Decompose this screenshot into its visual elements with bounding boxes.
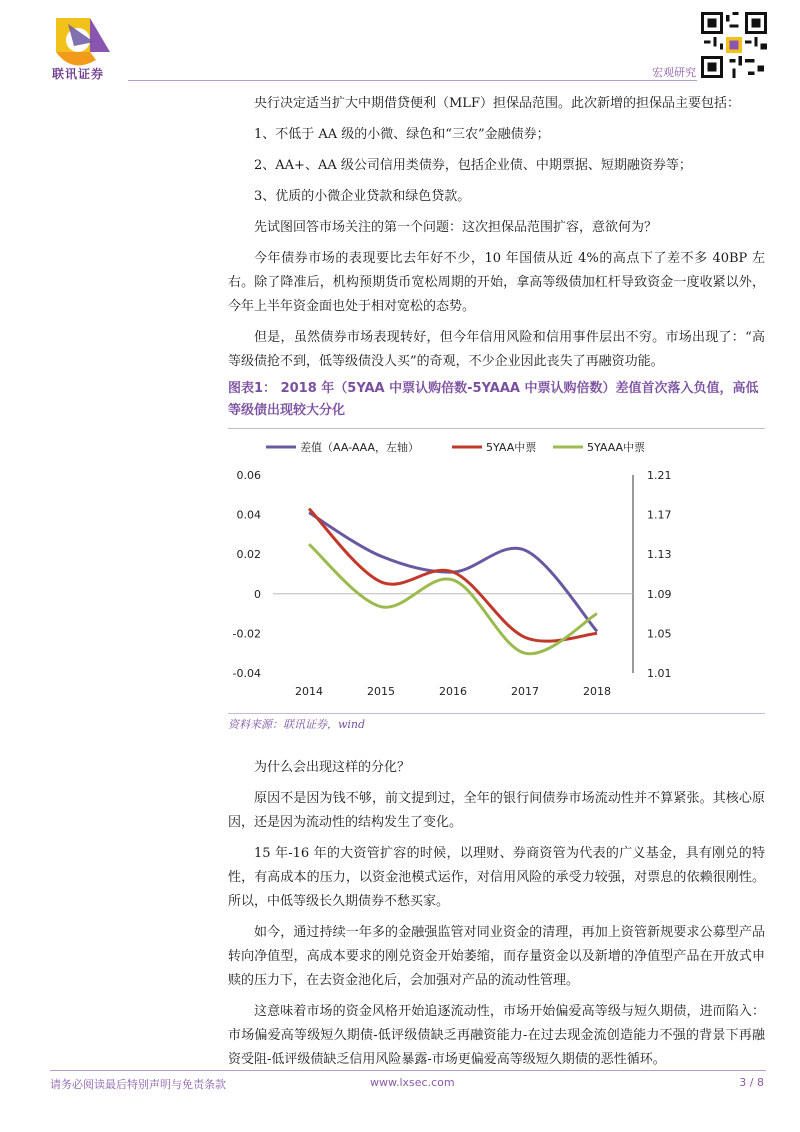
left-axis-tick: 0 (254, 587, 261, 601)
right-axis-tick: 1.17 (647, 508, 672, 522)
line-chart (228, 429, 765, 713)
list-item: 1、不低于 AA 级的小微、绿色和“三农”金融债券； (254, 127, 550, 142)
paragraph: 如今，通过持续一年多的金融强监管对同业资金的清理，再加上资管新规要求公募型产品转向净值型，高成本要求的刚兑资金开始萎缩，而存量资金以及新增的净值型产品在开放式申赎的压力下，在去资金池化后，会加强对产品的流动性管理。 (228, 925, 765, 988)
x-axis-tick: 2018 (583, 685, 611, 698)
section-label: 宏观研究 (652, 66, 696, 79)
paragraph: 央行决定适当扩大中期借贷便利（MLF）担保品范围。此次新增的担保品主要包括： (254, 96, 740, 111)
website-link[interactable]: www.lxsec.com (370, 1076, 455, 1089)
list-item: 3、优质的小微企业贷款和绿色贷款。 (254, 189, 471, 204)
x-axis-tick: 2015 (367, 685, 395, 698)
left-axis-tick: 0.02 (236, 548, 261, 562)
chart-container (228, 428, 765, 714)
list-item: 2、AA+、AA 级公司信用类债券，包括企业债、中期票据、短期融资券等； (254, 158, 692, 173)
left-axis-tick: -0.04 (232, 667, 261, 680)
left-axis-tick: 0.06 (236, 469, 261, 482)
paragraph: 今年债券市场的表现要比去年好不少，10 年国债从近 4%的高点下了差不多 40BP 左右。除了降准后，机构预期货币宽松周期的开始，拿高等级债加杠杆导致资金一度收紧以外，今年上半年资金面也处于相对宽松的态势。 (228, 251, 765, 314)
paragraph: 但是，虽然债券市场表现转好，但今年信用风险和信用事件层出不穷。市场出现了：“高等级债抢不到，低等级债没人买”的奇观，不少企业因此丧失了再融资功能。 (228, 330, 765, 369)
disclaimer-link[interactable]: 请务必阅读最后特别声明与免责条款 (50, 1078, 226, 1091)
logo-text: 联讯证券 (52, 67, 105, 81)
body-text-top (228, 92, 765, 374)
right-axis-tick: 1.01 (647, 667, 672, 680)
legend-label: 5YAAA中票 (587, 441, 646, 454)
page-number: 3 / 8 (739, 1076, 764, 1089)
figure-source: 资料来源：联讯证券，wind (228, 718, 366, 731)
paragraph: 这意味着市场的资金风格开始追逐流动性，市场开始偏爱高等级与短久期债，进而陷入：市场偏爱高等级短久期债-低评级债缺乏再融资能力-在过去现金流创造能力不强的背景下再融资受阻-低评级债缺乏信用风险暴露-市场更偏爱高等级短久期债的恶性循环。 (228, 1004, 765, 1067)
x-axis-tick: 2014 (295, 685, 323, 698)
header-divider (128, 80, 697, 81)
right-axis-tick: 1.09 (647, 587, 672, 601)
left-axis-tick: -0.02 (232, 627, 261, 641)
paragraph: 为什么会出现这样的分化？ (254, 760, 411, 775)
paragraph: 先试图回答市场关注的第一个问题：这次担保品范围扩容，意欲何为？ (254, 220, 658, 235)
x-axis-tick: 2017 (511, 685, 539, 698)
right-axis-tick: 1.13 (647, 548, 672, 562)
legend-label: 5YAA中票 (486, 441, 537, 454)
page-header (0, 0, 800, 86)
body-text-bottom (228, 756, 765, 1072)
x-axis-tick: 2016 (439, 685, 467, 698)
paragraph: 原因不是因为钱不够，前文提到过，全年的银行间债券市场流动性并不算紧张。其核心原因，还是因为流动性的结构发生了变化。 (228, 791, 765, 830)
right-axis-tick: 1.05 (647, 627, 672, 641)
right-axis-tick: 1.21 (647, 469, 672, 482)
paragraph: 15 年-16 年的大资管扩容的时候，以理财、券商资管为代表的广义基金，具有刚兑的特性，有高成本的压力，以资金池模式运作，对信用风险的承受力较强，对票息的依赖很刚性。所以，中低等级长久期债券不愁买家。 (228, 846, 765, 909)
figure-caption: 图表1： 2018 年（5YAA 中票认购倍数-5YAAA 中票认购倍数）差值首次落入负值，高低等级债出现较大分化 (228, 381, 759, 418)
qr-code-icon (701, 12, 767, 78)
footer-divider (50, 1070, 766, 1071)
left-axis-tick: 0.04 (236, 508, 261, 522)
legend-label: 差值（AA-AAA，左轴） (300, 441, 420, 454)
